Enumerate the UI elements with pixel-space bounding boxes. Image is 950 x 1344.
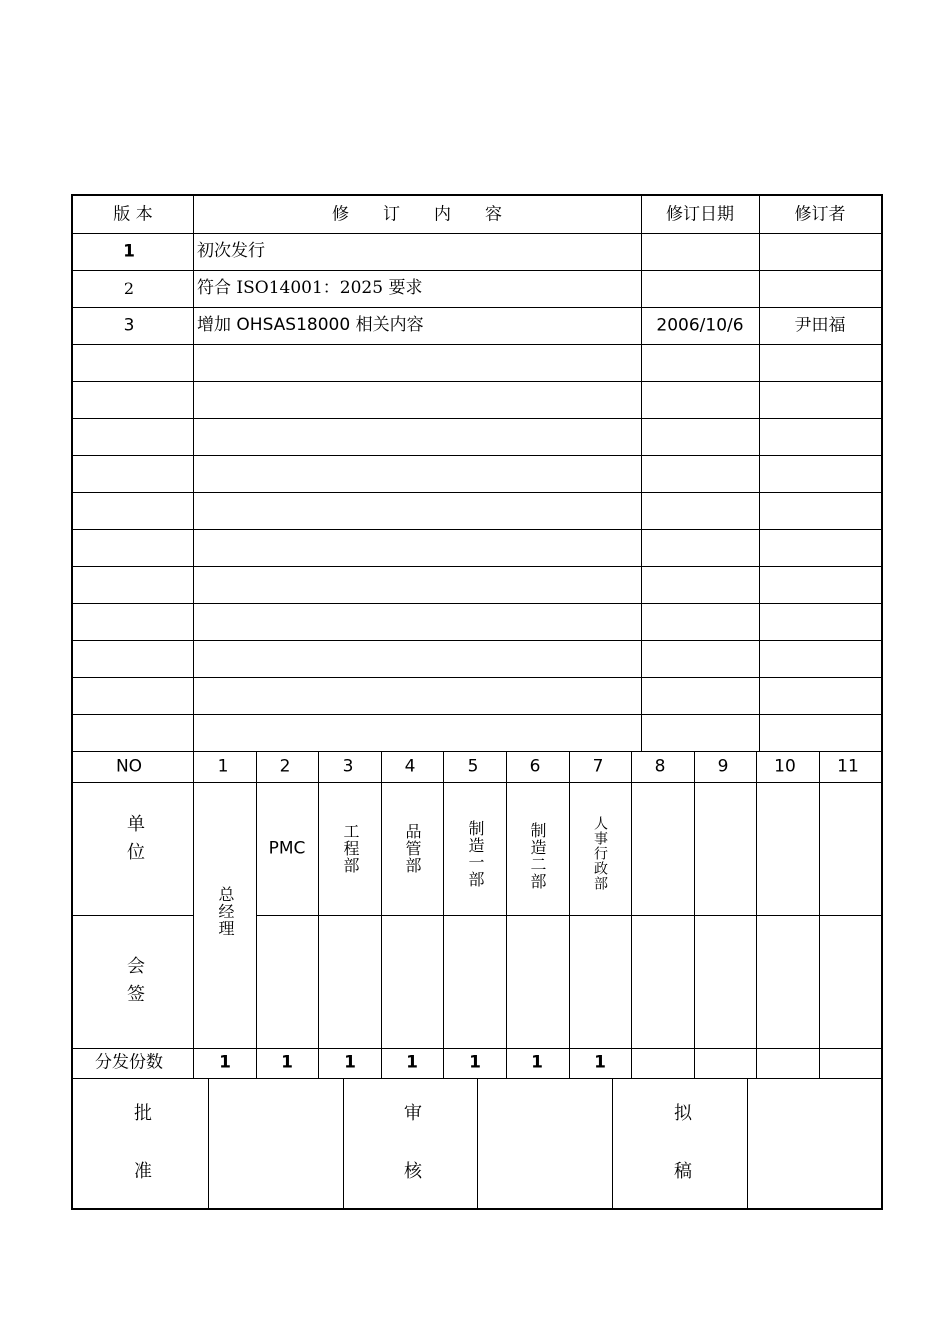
no-number: 5 (467, 756, 479, 777)
col-divider (759, 196, 760, 751)
unit-label: 单位 (124, 814, 145, 870)
department-name: 品管部 (403, 823, 422, 874)
col-divider (193, 751, 194, 1078)
content-cell: 增加 OHSAS18000 相关内容 (197, 315, 424, 335)
no-number: 10 (774, 756, 796, 777)
no-number: 7 (592, 756, 604, 777)
copies-count: 1 (531, 1052, 543, 1073)
copies-count: 1 (406, 1052, 418, 1073)
col-divider (631, 751, 632, 1078)
reviser-header: 修订者 (794, 204, 846, 225)
no-number: 8 (654, 756, 666, 777)
department-name: PMC (268, 838, 306, 859)
col-divider (506, 751, 507, 1078)
copies-label: 分发份数 (95, 1052, 163, 1073)
reviser-cell: 尹田福 (794, 315, 846, 336)
col-divider (256, 751, 257, 1078)
date-header: 修订日期 (666, 204, 734, 225)
content-cell: 符合 ISO14001：2025 要求 (197, 278, 423, 298)
col-divider (381, 751, 382, 1078)
row-divider (73, 1048, 881, 1049)
row-divider (73, 751, 881, 752)
col-divider (694, 751, 695, 1078)
no-number: 4 (404, 756, 416, 777)
col-divider (569, 751, 570, 1078)
col-divider (747, 1078, 748, 1208)
no-number: 6 (529, 756, 541, 777)
col-divider (318, 751, 319, 1078)
version-cell: 3 (123, 315, 135, 336)
col-divider (819, 751, 820, 1078)
copies-count: 1 (281, 1052, 293, 1073)
row-divider (73, 915, 193, 916)
copies-count: 1 (219, 1052, 231, 1073)
department-name: 制造二部 (528, 822, 547, 890)
copies-count: 1 (469, 1052, 481, 1073)
review-label: 审核 (401, 1103, 422, 1219)
department-name: 总经理 (216, 886, 235, 937)
draft-label: 拟稿 (671, 1103, 692, 1219)
no-number: 9 (717, 756, 729, 777)
version-header: 版 本 (113, 204, 153, 225)
approve-label: 批准 (131, 1103, 152, 1219)
department-name: 工程部 (341, 823, 360, 874)
col-divider (477, 1078, 478, 1208)
no-number: 1 (217, 756, 229, 777)
row-divider (73, 782, 881, 783)
no-number: 2 (279, 756, 291, 777)
content-cell: 初次发行 (197, 241, 265, 261)
copies-count: 1 (344, 1052, 356, 1073)
col-divider (641, 196, 642, 751)
col-divider (756, 751, 757, 1078)
version-cell: 1 (123, 241, 135, 262)
col-divider (208, 1078, 209, 1208)
revision-form (71, 194, 883, 1219)
version-cell: 2 (123, 279, 135, 298)
department-name: 人事行政部 (592, 816, 608, 891)
department-name: 制造一部 (466, 820, 485, 888)
col-divider (443, 751, 444, 1078)
copies-count: 1 (594, 1052, 606, 1073)
sign-label: 会签 (124, 956, 145, 1012)
content-header: 修 订 内 容 (332, 204, 502, 225)
no-label: NO (115, 756, 143, 777)
col-divider (193, 196, 194, 751)
date-cell: 2006/10/6 (656, 315, 744, 336)
col-divider (343, 1078, 344, 1208)
col-divider (612, 1078, 613, 1208)
no-number: 3 (342, 756, 354, 777)
no-number: 11 (837, 756, 859, 777)
